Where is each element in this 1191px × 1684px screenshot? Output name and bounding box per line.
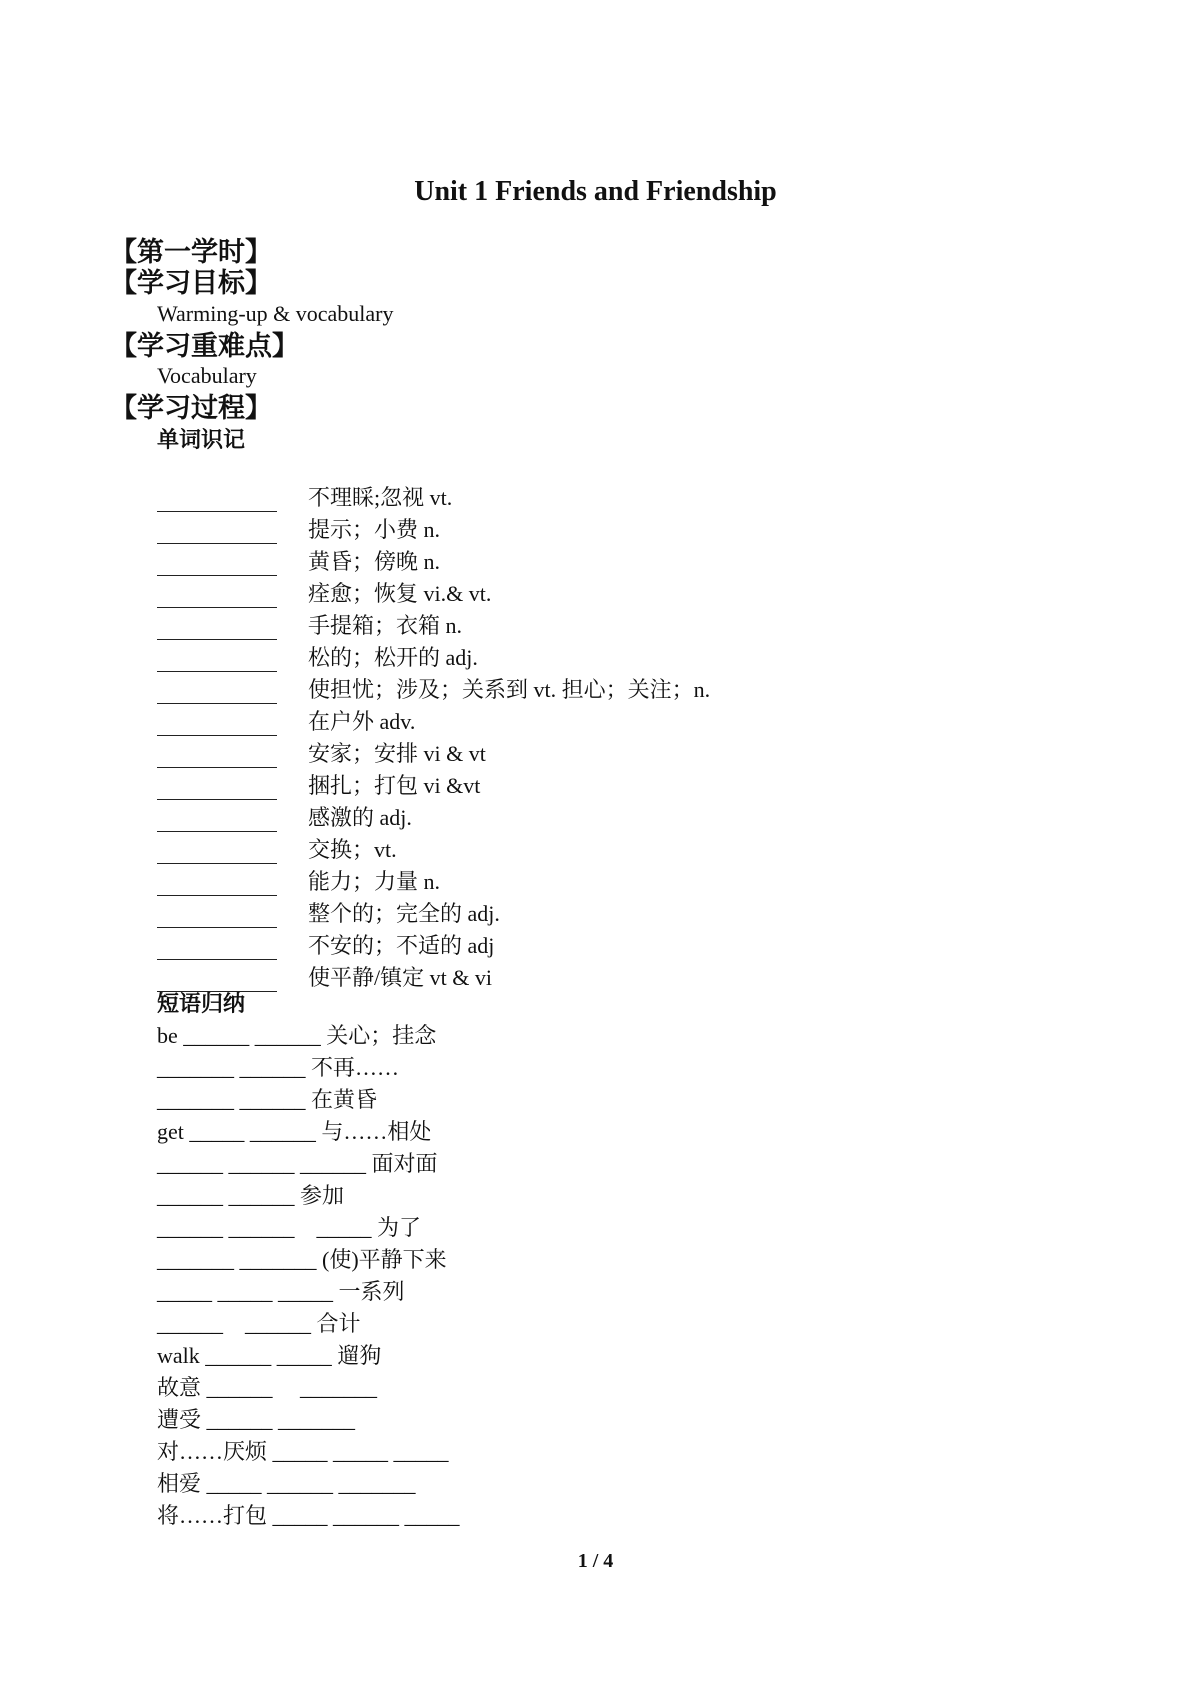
vocab-item <box>157 928 710 960</box>
phrase-item: ______ ______ 参加 <box>157 1183 345 1208</box>
phrase-section-title: 短语归纳 <box>157 991 246 1016</box>
vocab-answer-blank[interactable] <box>157 711 277 736</box>
phrase-item: 遭受 ______ _______ <box>157 1407 356 1432</box>
vocab-definition: 手提箱；衣箱 n. <box>308 613 463 638</box>
vocab-item <box>157 768 710 800</box>
vocab-item <box>157 640 710 672</box>
vocab-item <box>157 608 710 640</box>
phrase-item: ______ ______ 合计 <box>157 1311 361 1336</box>
process-heading: 【学习过程】 <box>110 393 272 423</box>
vocab-definition: 在户外 adv. <box>308 709 416 734</box>
phrase-item: _______ ______ 不再…… <box>157 1055 400 1080</box>
vocab-item <box>157 832 710 864</box>
vocab-answer-blank[interactable] <box>157 551 277 576</box>
vocab-item <box>157 576 710 608</box>
vocab-definition: 松的；松开的 adj. <box>308 645 478 670</box>
vocab-answer-blank[interactable] <box>157 647 277 672</box>
phrase-item: 相爱 _____ ______ _______ <box>157 1471 416 1496</box>
vocab-answer-blank[interactable] <box>157 519 277 544</box>
key-points-heading: 【学习重难点】 <box>110 331 299 361</box>
lesson-heading: 【第一学时】 <box>110 237 272 267</box>
phrase-item: ______ ______ _____ 为了 <box>157 1215 422 1240</box>
vocab-definition: 能力；力量 n. <box>308 869 441 894</box>
vocab-definition: 交换；vt. <box>308 837 397 862</box>
vocab-answer-blank[interactable] <box>157 967 277 992</box>
phrase-item: _______ _______ (使)平静下来 <box>157 1247 447 1272</box>
vocab-item <box>157 896 710 928</box>
vocab-item <box>157 800 710 832</box>
phrase-item: _______ ______ 在黄昏 <box>157 1087 378 1112</box>
page-number: 1 / 4 <box>577 1550 614 1572</box>
vocab-answer-blank[interactable] <box>157 487 277 512</box>
vocab-definition: 感激的 adj. <box>308 805 412 830</box>
phrase-item: _____ _____ _____ 一系列 <box>157 1279 405 1304</box>
document-title: Unit 1 Friends and Friendship <box>414 176 777 207</box>
phrase-list <box>157 1020 460 1532</box>
vocab-definition: 提示；小费 n. <box>308 517 441 542</box>
vocab-answer-blank[interactable] <box>157 679 277 704</box>
vocab-item <box>157 672 710 704</box>
vocab-item <box>157 864 710 896</box>
vocab-answer-blank[interactable] <box>157 839 277 864</box>
vocab-item <box>157 736 710 768</box>
vocab-section-title: 单词识记 <box>157 427 246 452</box>
phrase-item: 将……打包 _____ ______ _____ <box>157 1503 460 1528</box>
phrase-item: ______ ______ ______ 面对面 <box>157 1151 438 1176</box>
vocab-answer-blank[interactable] <box>157 871 277 896</box>
vocab-answer-blank[interactable] <box>157 743 277 768</box>
vocab-answer-blank[interactable] <box>157 775 277 800</box>
vocab-list <box>157 480 710 992</box>
vocab-definition: 整个的；完全的 adj. <box>308 901 500 926</box>
vocab-answer-blank[interactable] <box>157 583 277 608</box>
phrase-item: be ______ ______ 关心；挂念 <box>157 1023 437 1048</box>
vocab-item <box>157 480 710 512</box>
vocab-item <box>157 960 710 992</box>
objective-text: Warming-up & vocabulary <box>157 301 394 326</box>
vocab-definition: 捆扎；打包 vi &vt <box>308 773 481 798</box>
phrase-item: 故意 ______ _______ <box>157 1375 378 1400</box>
vocab-item <box>157 512 710 544</box>
vocab-item <box>157 704 710 736</box>
vocab-answer-blank[interactable] <box>157 935 277 960</box>
vocab-definition: 不理睬;忽视 vt. <box>308 485 453 510</box>
vocab-definition: 黄昏；傍晚 n. <box>308 549 441 574</box>
vocab-definition: 安家；安排 vi & vt <box>308 741 486 766</box>
phrase-item: walk ______ _____ 遛狗 <box>157 1343 382 1368</box>
vocab-item <box>157 544 710 576</box>
vocab-definition: 不安的；不适的 adj <box>308 933 495 958</box>
objective-heading: 【学习目标】 <box>110 268 272 298</box>
vocab-answer-blank[interactable] <box>157 903 277 928</box>
vocab-definition: 痊愈；恢复 vi.& vt. <box>308 581 492 606</box>
key-points-text: Vocabulary <box>157 363 257 388</box>
vocab-definition: 使平静/镇定 vt & vi <box>308 965 492 990</box>
vocab-definition: 使担忧；涉及；关系到 vt. 担心；关注；n. <box>308 677 711 702</box>
vocab-answer-blank[interactable] <box>157 807 277 832</box>
vocab-answer-blank[interactable] <box>157 615 277 640</box>
phrase-item: 对……厌烦 _____ _____ _____ <box>157 1439 449 1464</box>
phrase-item: get _____ ______ 与……相处 <box>157 1119 432 1144</box>
